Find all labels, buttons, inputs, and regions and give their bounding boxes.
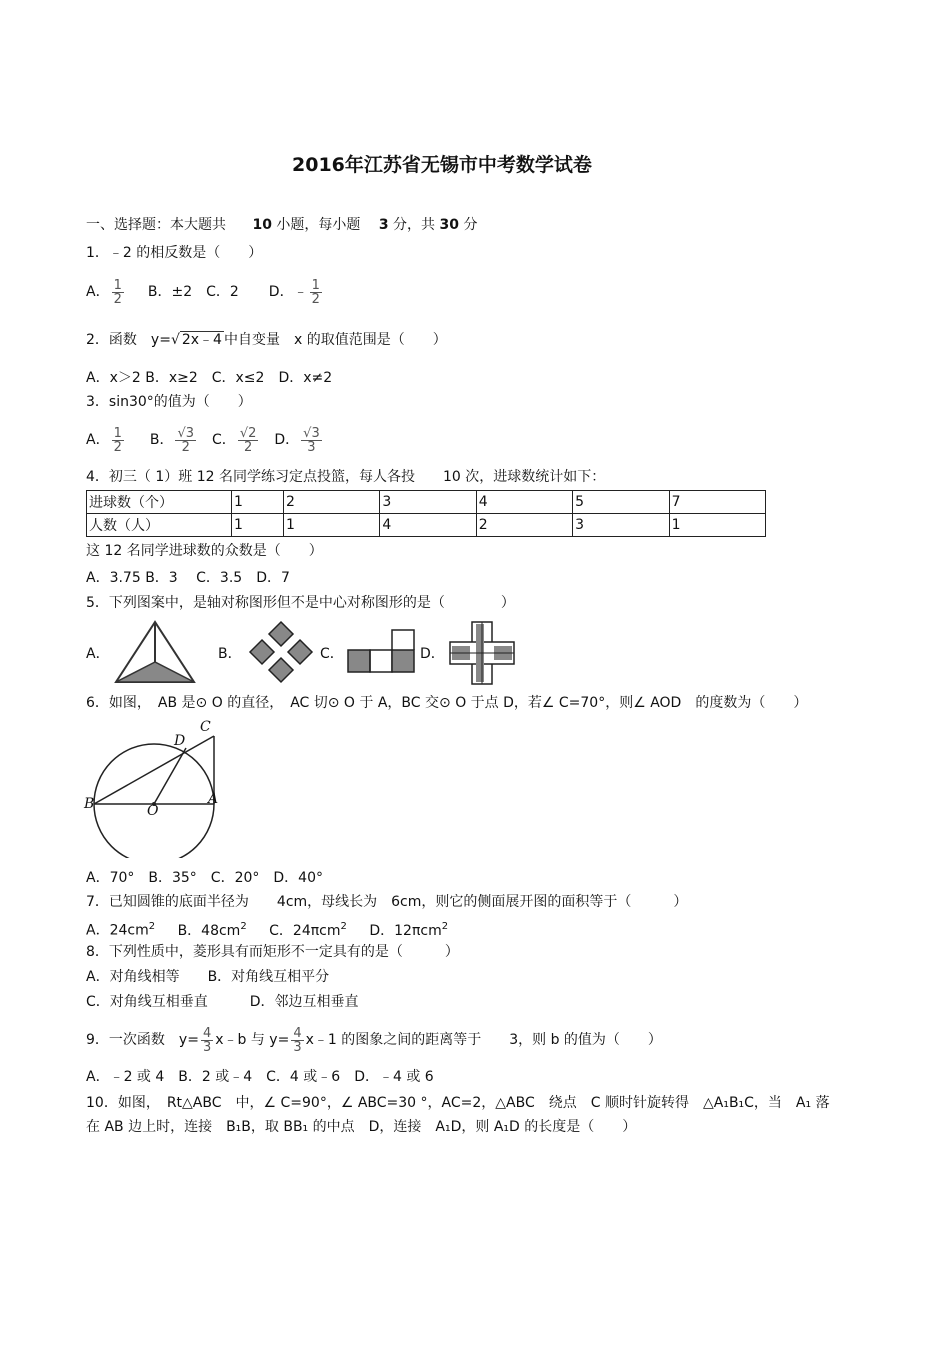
exponent: 2 [340,921,347,932]
option-d: D．12πcm [369,922,442,939]
option-b: B．±2 [147,284,193,300]
numerator: 4 [293,1025,302,1041]
option-c: C．2 [206,284,239,300]
section-text: 一、选择题：本大题共 [86,217,226,233]
fraction [291,1027,303,1054]
numerator: √3 [177,425,195,441]
q5-figure-c [346,628,416,674]
option-a: A．24cm [86,922,149,939]
score-table [86,490,766,537]
q4-stem2: 这 12 名同学进球数的众数是（ ） [86,543,323,559]
numerator: √2 [239,425,257,441]
fraction [175,427,196,454]
option-label: D． [274,432,300,448]
exponent: 2 [240,921,247,932]
numerator: 1 [113,277,122,293]
q8-options-row1: A．对角线相等 B．对角线互相平分 [86,969,330,985]
label-o: O [147,803,159,819]
option-label: A． [86,284,110,300]
table-cell: 1 [284,514,380,537]
q6-stem: 6．如图， AB 是⊙ O 的直径， AC 切⊙ O 于 A，BC 交⊙ O 于点 D，若∠ C=70°，则∠ AOD 的度数为（ ） [86,695,808,711]
label-c: C [200,719,211,735]
table-cell: 4 [380,514,476,537]
option-c: C．24πcm [269,922,341,939]
stem-text: 中自变量 x 的取值范围是（ ） [223,332,447,348]
numerator: 1 [311,277,320,293]
stem-text: x﹣b 与 y= [215,1032,290,1048]
table-cell: 1 [669,514,765,537]
q10-line1: 10．如图， Rt△ABC 中，∠ C=90°，∠ ABC=30 °，AC=2，△ABC 绕点 C 顺时针旋转得 △A₁B₁C，当 A₁ 落 [86,1095,830,1111]
q5-figure-b [248,620,314,684]
section-text: 分 [463,217,478,233]
q4-stem: 4．初三（ 1）班 12 名同学练习定点投篮，每人各投 10 次，进球数统计如下： [86,469,606,485]
q5-figure-a [114,620,196,684]
option-label: B． [149,432,174,448]
q5-option-c: C． [320,646,344,662]
stem-text: x﹣1 的图象之间的距离等于 3，则 b 的值为（ ） [305,1032,662,1048]
total-points: 30 [439,217,459,233]
radicand: 2x﹣4 [181,332,222,348]
points-each: 3 [378,217,389,233]
denominator: 2 [243,439,253,455]
q5-figure-d [448,620,516,686]
fraction [201,1027,213,1054]
table-cell: 2 [476,514,572,537]
q5-option-a: A． [86,646,110,662]
fraction [112,427,124,454]
q1-stem: 1．﹣2 的相反数是（ ） [86,245,263,261]
label-a: A [208,791,219,807]
denominator: 3 [293,1039,302,1055]
q5-option-d: D． [420,646,445,662]
q2-stem [86,331,447,349]
question-count: 10 [252,217,272,233]
q6-circle-figure [84,718,224,858]
denominator: 2 [113,439,122,455]
section-text: 小题，每小题 [276,217,361,233]
numerator: 4 [202,1025,212,1041]
exponent: 2 [148,921,156,932]
table-cell: 3 [380,491,476,514]
denominator: 2 [113,291,122,307]
q5-option-b: B． [218,646,242,662]
q3-options [86,418,324,462]
stem-text: 2．函数 y= [86,332,171,348]
table-cell: 3 [573,514,669,537]
section-heading [86,216,477,234]
q7-stem: 7．已知圆锥的底面半径为 4cm，母线长为 6cm，则它的侧面展开图的面积等于（ ） [86,894,688,910]
table-cell: 人数（人） [87,514,232,537]
denominator: 2 [181,439,190,455]
q8-stem: 8．下列性质中，菱形具有而矩形不一定具有的是（ ） [86,944,459,960]
label-b: B [84,796,95,812]
table-cell: 1 [232,514,284,537]
option-label: C． [212,432,236,448]
fraction [112,279,124,306]
table-cell: 5 [573,491,669,514]
radical: √ 2x﹣4 [170,332,222,348]
q3-stem: 3．sin30°的值为（ ） [86,394,252,410]
denominator: 3 [307,439,316,455]
fraction [310,279,322,306]
table-cell: 4 [476,491,572,514]
numerator: √3 [303,425,320,441]
q10-line2: 在 AB 边上时，连接 B₁B，取 BB₁ 的中点 D，连接 A₁D，则 A₁D 的长度是（ ） [86,1119,637,1135]
q1-options [86,272,324,312]
fraction [301,427,322,454]
numerator: 1 [113,425,122,441]
q6-options: A．70° B．35° C．20° D．40° [86,870,323,886]
table-cell: 2 [284,491,380,514]
q2-options: A．x＞2 B．x≥2 C．x≤2 D．x≠2 [86,370,333,386]
option-b: B．48cm [177,922,241,939]
table-cell: 7 [669,491,765,514]
exponent: 2 [441,921,449,932]
stem-text: 9．一次函数 y= [86,1032,199,1048]
denominator: 2 [311,291,320,307]
page-title: 2016年江苏省无锡市中考数学试卷 [292,154,592,176]
table-row [87,514,766,537]
table-row [87,491,766,514]
section-text: 分，共 [393,217,436,233]
table-cell: 进球数（个） [87,491,232,514]
label-d: D [174,733,186,749]
q8-options-row2: C．对角线互相垂直 D．邻边互相垂直 [86,994,359,1010]
denominator: 3 [202,1039,212,1055]
q5-stem: 5．下列图案中，是轴对称图形但不是中心对称图形的是（ ） [86,595,515,611]
option-label: D．﹣ [268,284,308,300]
q9-options: A．﹣2 或 4 B．2 或﹣4 C．4 或﹣6 D．﹣4 或 6 [86,1069,434,1085]
q7-options [86,918,448,940]
q4-options: A．3.75 B．3 C．3.5 D．7 [86,570,290,586]
q9-stem [86,1022,662,1058]
option-label: A． [86,432,110,448]
table-cell: 1 [232,491,284,514]
fraction [238,427,259,454]
